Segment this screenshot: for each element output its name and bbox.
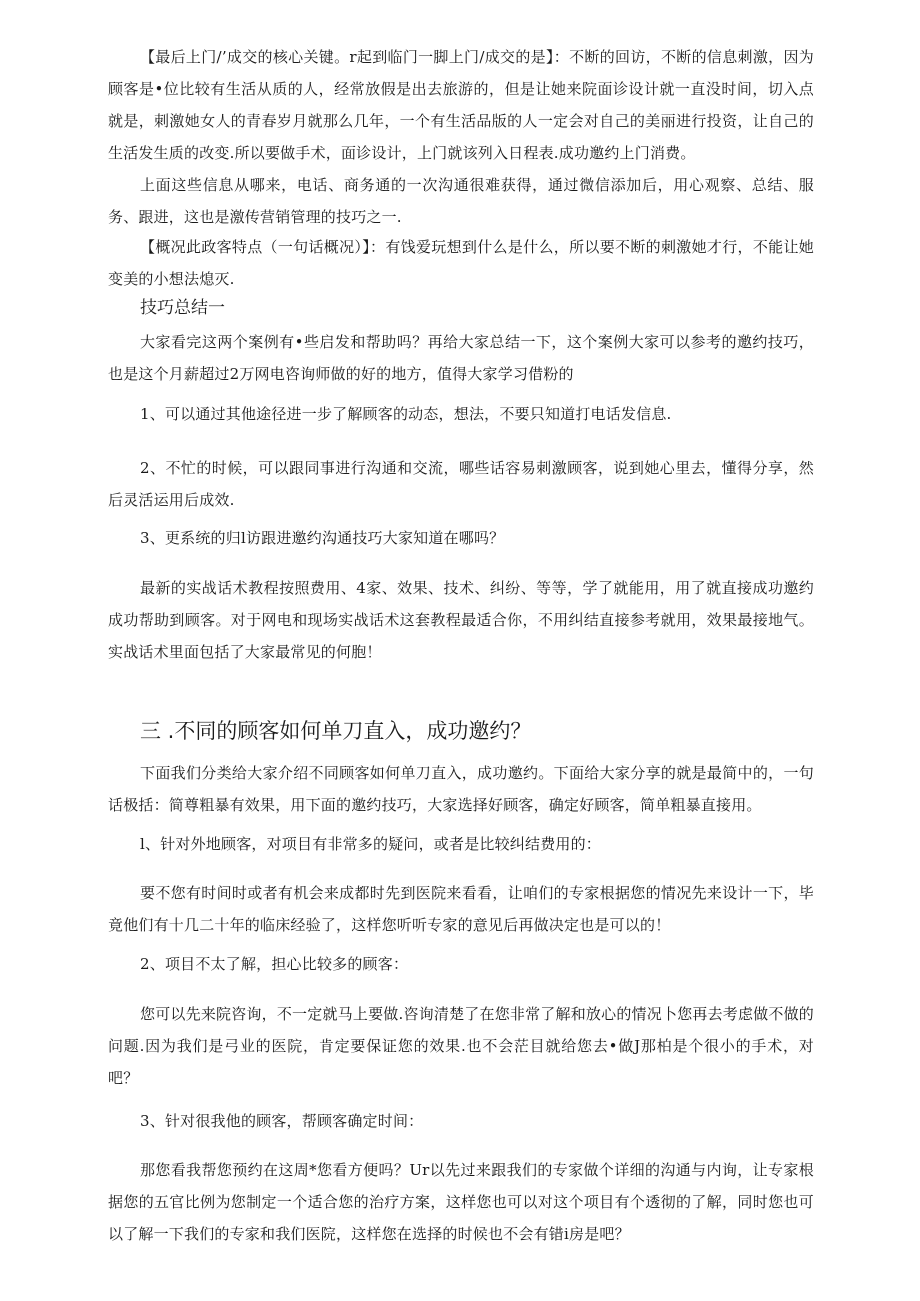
paragraph-course-promo: 最新的实战话术教程按照费用、4家、效果、技术、纠纷、等等，学了就能用，用了就直接成功邀约成功帮助到顾客。对于网电和现场实战话术这套教程最适合你，不用纠结直接参考就用，效果最接地气。实战话术里面包括了大家最常见的何胞！ [108,579,814,661]
list-item-1: 1、可以通过其他途径进一步了解顾客的动态，想法，不要只知道打电话发信息. [140,405,672,423]
section-heading-skills-summary: 技巧总结一 [140,298,225,318]
paragraph-customer-traits: 【概况此政客特点（一句话概况）】：有饯爱玩想到什么是什么，所以要不断的刺激她才行，不能让她变美的小想法熄灭. [108,238,814,288]
paragraph-busy-script: 那您看我帮您预约在这周*您看方便吗？Ur以先过来跟我们的专家做个详细的沟通与内询，让专家根据您的五官比例为您制定一个适合您的治疗方案，这样您也可以对这个项目有个透彻的了解，同时您也可以了解一下我们的专家和我们医院，这样您在选择的时候也不会有错i房是吧？ [108,1161,814,1243]
section-heading-three: 三 .不同的顾客如何单刀直入，成功邀约？ [140,719,532,743]
paragraph-remote-script: 要不您有时间时或者有机会来成都时先到医院来看看，让咱们的专家根据您的情况先来设计一下，毕竟他们有十几二十年的临床经验了，这样您听听专家的意见后再做决定也是可以的！ [108,884,814,934]
list-item-3: 3、更系统的归l访跟进邀约沟通技巧大家知道在哪吗？ [140,529,505,547]
paragraph-info-source: 上面这些信息从哪来，电话、商务通的一次沟通很难获得，通过微信添加后，用心观察、总结、服务、跟进，这也是激传营销管理的技巧之一. [108,176,814,226]
paragraph-key-moment: 【最后上门/’成交的核心关键。r起到临门一脚上门/成交的是】：不断的回访，不断的信息刺激，因为顾客是•位比较有生活从质的人，经常放假是出去旅游的，但是让她来院面诊设计就一直没时间，切入点就是，刺激她女人的青春岁月就那么几年，一个有生活品版的人一定会对自己的美丽进行投资，让自己的生活发生质的改变.所以要做手术，面诊设计，上门就该列入日程表.成功邀约上门消费。 [108,48,814,162]
list-item-remote-customers: l、针对外地顾客，对项目有非常多的疑问，或者是比较纠结费用的： [140,835,602,853]
paragraph-unfamiliar-script: 您可以先来院咨询，不一定就马上要做.咨询清楚了在您非常了解和放心的情况卜您再去考虑做不做的问题.因为我们是弓业的医院，肯定要保证您的效果.也不会茫目就给您去•做J那柏是个很小的手术，对吧？ [108,1005,814,1087]
list-item-2: 2、不忙的时候，可以跟同事进行沟通和交流，哪些话容易刺激顾客，说到她心里去，懂得分享，然后灵活运用后成效. [108,459,814,509]
list-item-unfamiliar-customers: 2、项目不太了解，担心比较多的顾客： [140,955,409,973]
list-item-busy-customers: 3、针对很我他的顾客，帮顾客确定时间： [140,1112,424,1130]
paragraph-summary-intro: 大家看完这两个案例有•些启发和帮助吗？再给大家总结一下，这个案例大家可以参考的邀约技巧，也是这个月薪超过2万网电咨询师做的好的地方，值得大家学习借粉的 [108,333,814,383]
paragraph-section-three-intro: 下面我们分类给大家介绍不同顾客如何单刀直入，成功邀约。下面给大家分享的就是最简中的，一句话极括：简尊粗暴有效果，用下面的邀约技巧，大家选择好顾客，确定好顾客，简单粗暴直接用。 [108,764,814,814]
